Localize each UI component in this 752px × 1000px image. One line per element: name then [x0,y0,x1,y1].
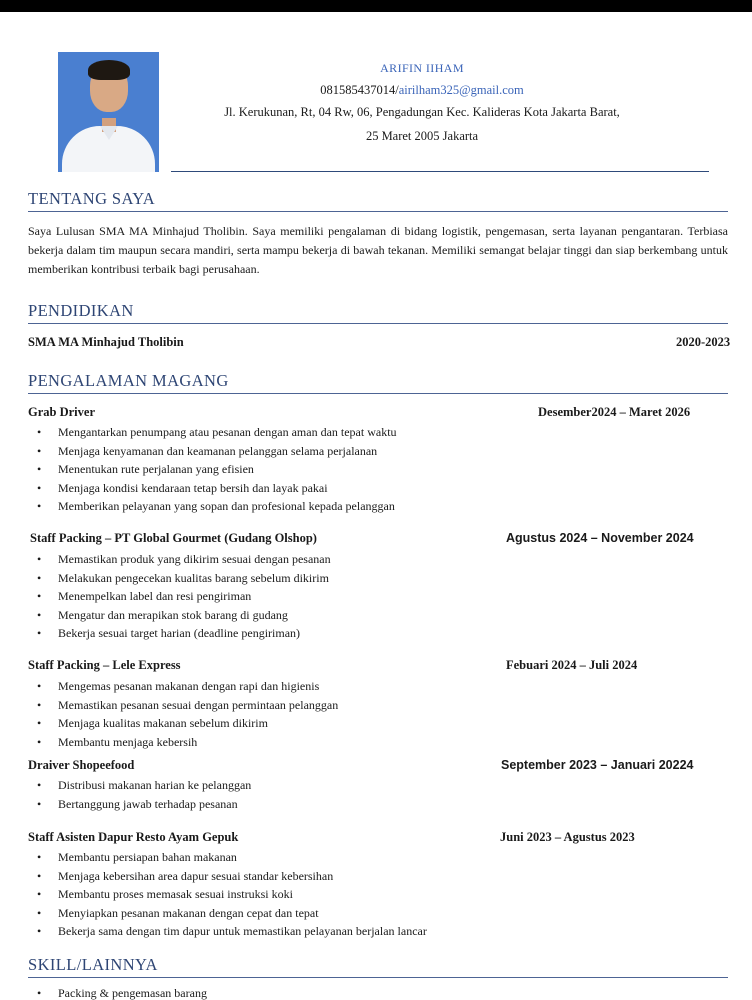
job-row [28,830,738,846]
list-item: • Packing & pengemasan barang [58,984,718,1000]
section-title-about: TENTANG SAYA [28,190,728,212]
contact-line [172,82,672,98]
list-item: • Distribusi makanan harian ke pelanggan [58,776,718,795]
section-title-education: PENDIDIKAN [28,302,728,324]
profile-photo [58,52,159,172]
list-item: • Bekerja sesuai target harian (deadline pengiriman) [58,624,718,643]
job-role: Staff Packing – Lele Express [28,658,181,672]
job-role: Staff Asisten Dapur Resto Ayam Gepuk [28,830,239,844]
list-item: • Membantu menjaga kebersih [58,733,718,752]
job-role: Draiver Shopeefood [28,758,135,772]
phone-number: 081585437014/ [320,83,399,97]
birth-info: 25 Maret 2005 Jakarta [365,129,479,143]
job-dates: September 2023 – Januari 20224 [501,758,694,772]
list-item: • Menentukan rute perjalanan yang efisien [58,460,718,479]
job-dates: Febuari 2024 – Juli 2024 [506,658,638,672]
job-task-list [58,423,718,516]
job-dates: Agustus 2024 – November 2024 [506,531,694,545]
list-item: • Menjaga kenyamanan dan keamanan pelanggan selama perjalanan [58,442,718,461]
list-item: • Mengatur dan merapikan stok barang di gudang [58,606,718,625]
list-item: • Menjaga kebersihan area dapur sesuai standar kebersihan [58,867,718,886]
job-dates: Desember2024 – Maret 2026 [538,405,691,419]
job-role: Staff Packing – PT Global Gourmet (Gudang Olshop) [30,531,317,545]
address: Jl. Kerukunan, Rt, 04 Rw, 06, Pengadungan Kec. Kalideras Kota Jakarta Barat, [224,105,620,119]
education-row [28,335,738,351]
applicant-name: ARIFIN IIHAM [380,61,464,75]
job-dates: Juni 2023 – Agustus 2023 [500,830,635,844]
about-text: Saya Lulusan SMA MA Minhajud Tholibin. Saya memiliki pengalaman di bidang logistik, pengemasan, serta layanan pengantaran. Terbiasa bekerja dalam tim maupun secara mandiri, serta mampu bekerja di bawah tekanan. Memiliki semangat belajar tinggi dan siap berkembang untuk memberikan kontribusi terbaik bagi perusahaan. [28,224,728,276]
job-task-list [58,776,718,813]
list-item: • Memastikan produk yang dikirim sesuai dengan pesanan [58,550,718,569]
job-task-list [58,550,718,643]
skills-list [58,984,718,1000]
list-item: • Bertanggung jawab terhadap pesanan [58,795,718,814]
list-item: • Membantu proses memasak sesuai instruksi koki [58,885,718,904]
list-item: • Menempelkan label dan resi pengiriman [58,587,718,606]
job-row [28,658,738,674]
email-address: airilham325@gmail.com [398,83,524,97]
job-row [28,758,738,774]
list-item: • Memberikan pelayanan yang sopan dan profesional kepada pelanggan [58,497,718,516]
list-item: • Menjaga kualitas makanan sebelum dikirim [58,714,718,733]
section-title-skills: SKILL/LAINNYA [28,956,728,978]
list-item: • Bekerja sama dengan tim dapur untuk memastikan pelayanan berjalan lancar [58,922,718,941]
section-title-experience: PENGALAMAN MAGANG [28,372,728,394]
list-item: • Melakukan pengecekan kualitas barang sebelum dikirim [58,569,718,588]
header-divider [171,171,709,172]
job-task-list [58,677,718,751]
job-task-list [58,848,718,941]
top-edge-bar [0,0,752,12]
job-row [28,531,738,547]
list-item: • Mengantarkan penumpang atau pesanan dengan aman dan tepat waktu [58,423,718,442]
job-row [28,405,738,421]
list-item: • Memastikan pesanan sesuai dengan permintaan pelanggan [58,696,718,715]
job-role: Grab Driver [28,405,95,419]
list-item: • Mengemas pesanan makanan dengan rapi dan higienis [58,677,718,696]
list-item: • Menjaga kondisi kendaraan tetap bersih dan layak pakai [58,479,718,498]
list-item: • Membantu persiapan bahan makanan [58,848,718,867]
education-years: 2020-2023 [676,335,731,349]
school-name: SMA MA Minhajud Tholibin [28,335,184,349]
list-item: • Menyiapkan pesanan makanan dengan cepat dan tepat [58,904,718,923]
